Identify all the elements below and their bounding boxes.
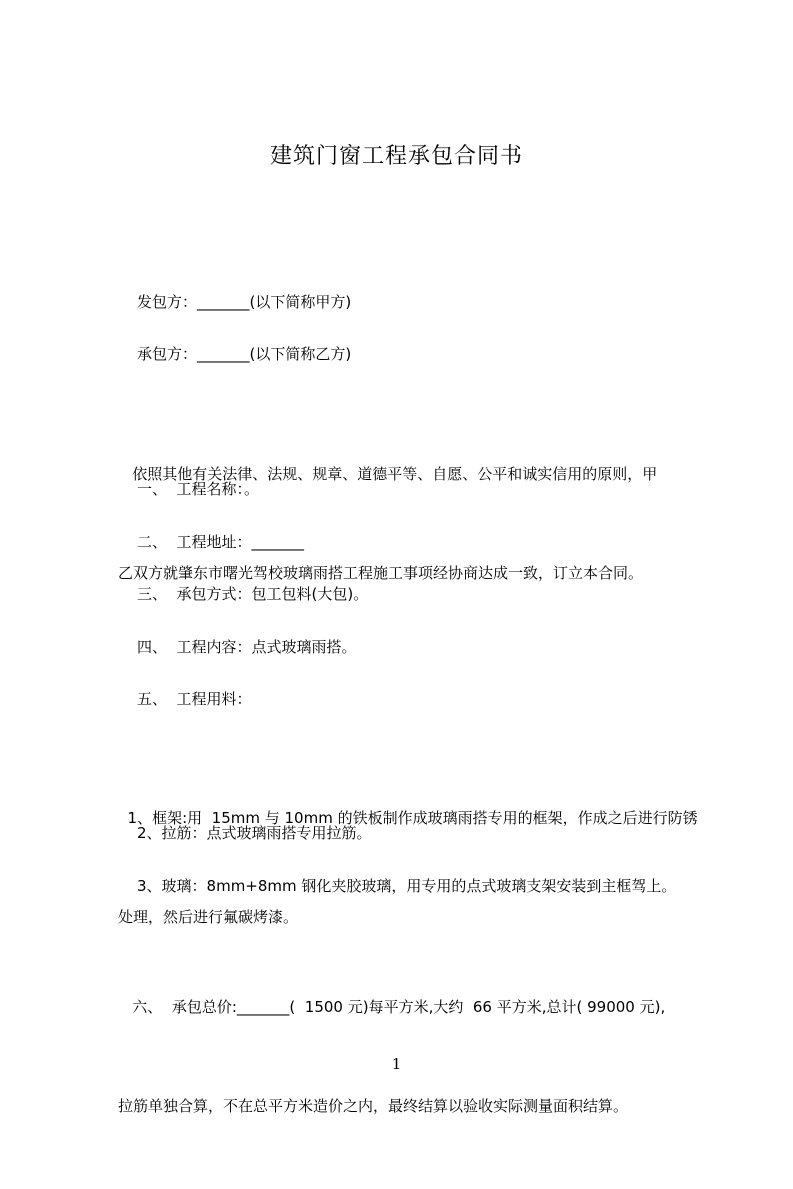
intro-paragraph <box>118 392 718 656</box>
party-b-line: 承包方：_______(以下简称乙方) <box>137 345 352 363</box>
section-project-content: 四、 工程内容：点式玻璃雨搭。 <box>137 638 357 656</box>
price-line-2: 拉筋单独合算，不在总平方米造价之内，最终结算以验收实际测量面积结算。 <box>118 1097 629 1115</box>
page-number: 1 <box>391 1055 402 1073</box>
material-frame-line-1: 1、框架:用 15mm 与 10mm 的铁板制作成玻璃雨搭专用的框架，作成之后进行防锈 <box>118 809 698 827</box>
intro-line-1: 依照其他有关法律、法规、规章、道德平等、自愿、公平和诚实信用的原则，甲 <box>118 465 658 483</box>
section-project-name: 一、 工程名称：。 <box>137 480 260 498</box>
document-title: 建筑门窗工程承包合同书 <box>269 144 523 169</box>
material-glass: 3、玻璃：8mm+8mm 钢化夹胶玻璃，用专用的点式玻璃支架安装到主框驾上。 <box>137 877 677 895</box>
intro-line-2: 乙双方就肇东市曙光驾校玻璃雨搭工程施工事项经协商达成一致，订立本合同。 <box>118 564 644 582</box>
party-a-line: 发包方：_______(以下简称甲方) <box>137 293 352 311</box>
section-materials: 五、 工程用料： <box>137 690 252 708</box>
price-line-1: 六、 承包总价:_______( 1500 元)每平方米,大约 66 平方米,总计( 99000 元), <box>118 998 666 1016</box>
material-tie-rod: 2、拉筋：点式玻璃雨搭专用拉筋。 <box>137 824 372 842</box>
section-project-address: 二、 工程地址：_______ <box>137 533 305 551</box>
section-contract-method: 三、 承包方式：包工包料(大包)。 <box>137 585 369 603</box>
material-frame-line-2: 处理，然后进行氟碳烤漆。 <box>118 908 299 926</box>
